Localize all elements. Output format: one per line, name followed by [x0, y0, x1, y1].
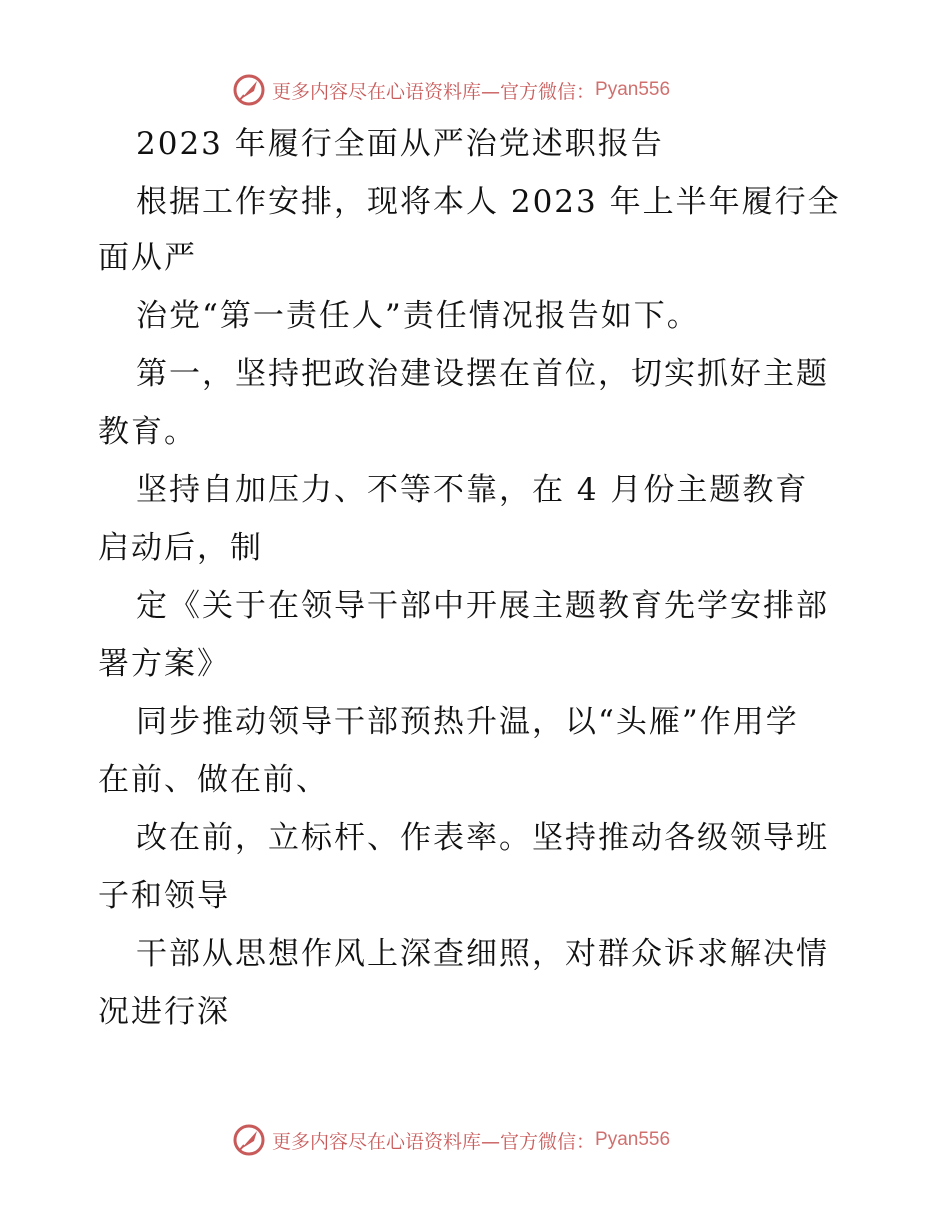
document-title: 2023 年履行全面从严治党述职报告: [136, 126, 664, 162]
watermark-id: Pyan556: [595, 79, 671, 100]
watermark-id: Pyan556: [595, 1129, 671, 1150]
paragraph-line: 同步推动领导干部预热升温，以“头雁”作用学: [136, 704, 799, 740]
paragraph-line: 况进行深: [98, 994, 230, 1030]
paragraph-line: 在前、做在前、: [98, 762, 329, 798]
paragraph-line: 治党“第一责任人”责任情况报告如下。: [136, 298, 700, 334]
footer-watermark: [232, 1122, 670, 1158]
paragraph-line: 署方案》: [98, 646, 230, 682]
paragraph-line: 坚持自加压力、不等不靠，在 4 月份主题教育: [136, 472, 809, 508]
paragraph-line: 面从严: [98, 240, 197, 276]
paragraph-line: 定《关于在领导干部中开展主题教育先学安排部: [136, 588, 829, 624]
paragraph-line: 子和领导: [98, 878, 230, 914]
paragraph-line: 改在前，立标杆、作表率。坚持推动各级领导班: [136, 820, 829, 856]
paragraph-line: 根据工作安排，现将本人 2023 年上半年履行全: [136, 184, 841, 220]
paragraph-line: 第一，坚持把政治建设摆在首位，切实抓好主题: [136, 356, 829, 392]
paragraph-line: 教育。: [98, 414, 197, 450]
paragraph-line: 干部从思想作风上深查细照，对群众诉求解决情: [136, 936, 829, 972]
watermark-text: 更多内容尽在心语资料库—官方微信：: [272, 1130, 596, 1153]
header-watermark: [232, 72, 670, 108]
quill-logo-icon: [232, 1123, 266, 1157]
watermark-text: 更多内容尽在心语资料库—官方微信：: [272, 80, 596, 103]
paragraph-line: 启动后，制: [98, 530, 263, 566]
quill-logo-icon: [232, 73, 266, 107]
